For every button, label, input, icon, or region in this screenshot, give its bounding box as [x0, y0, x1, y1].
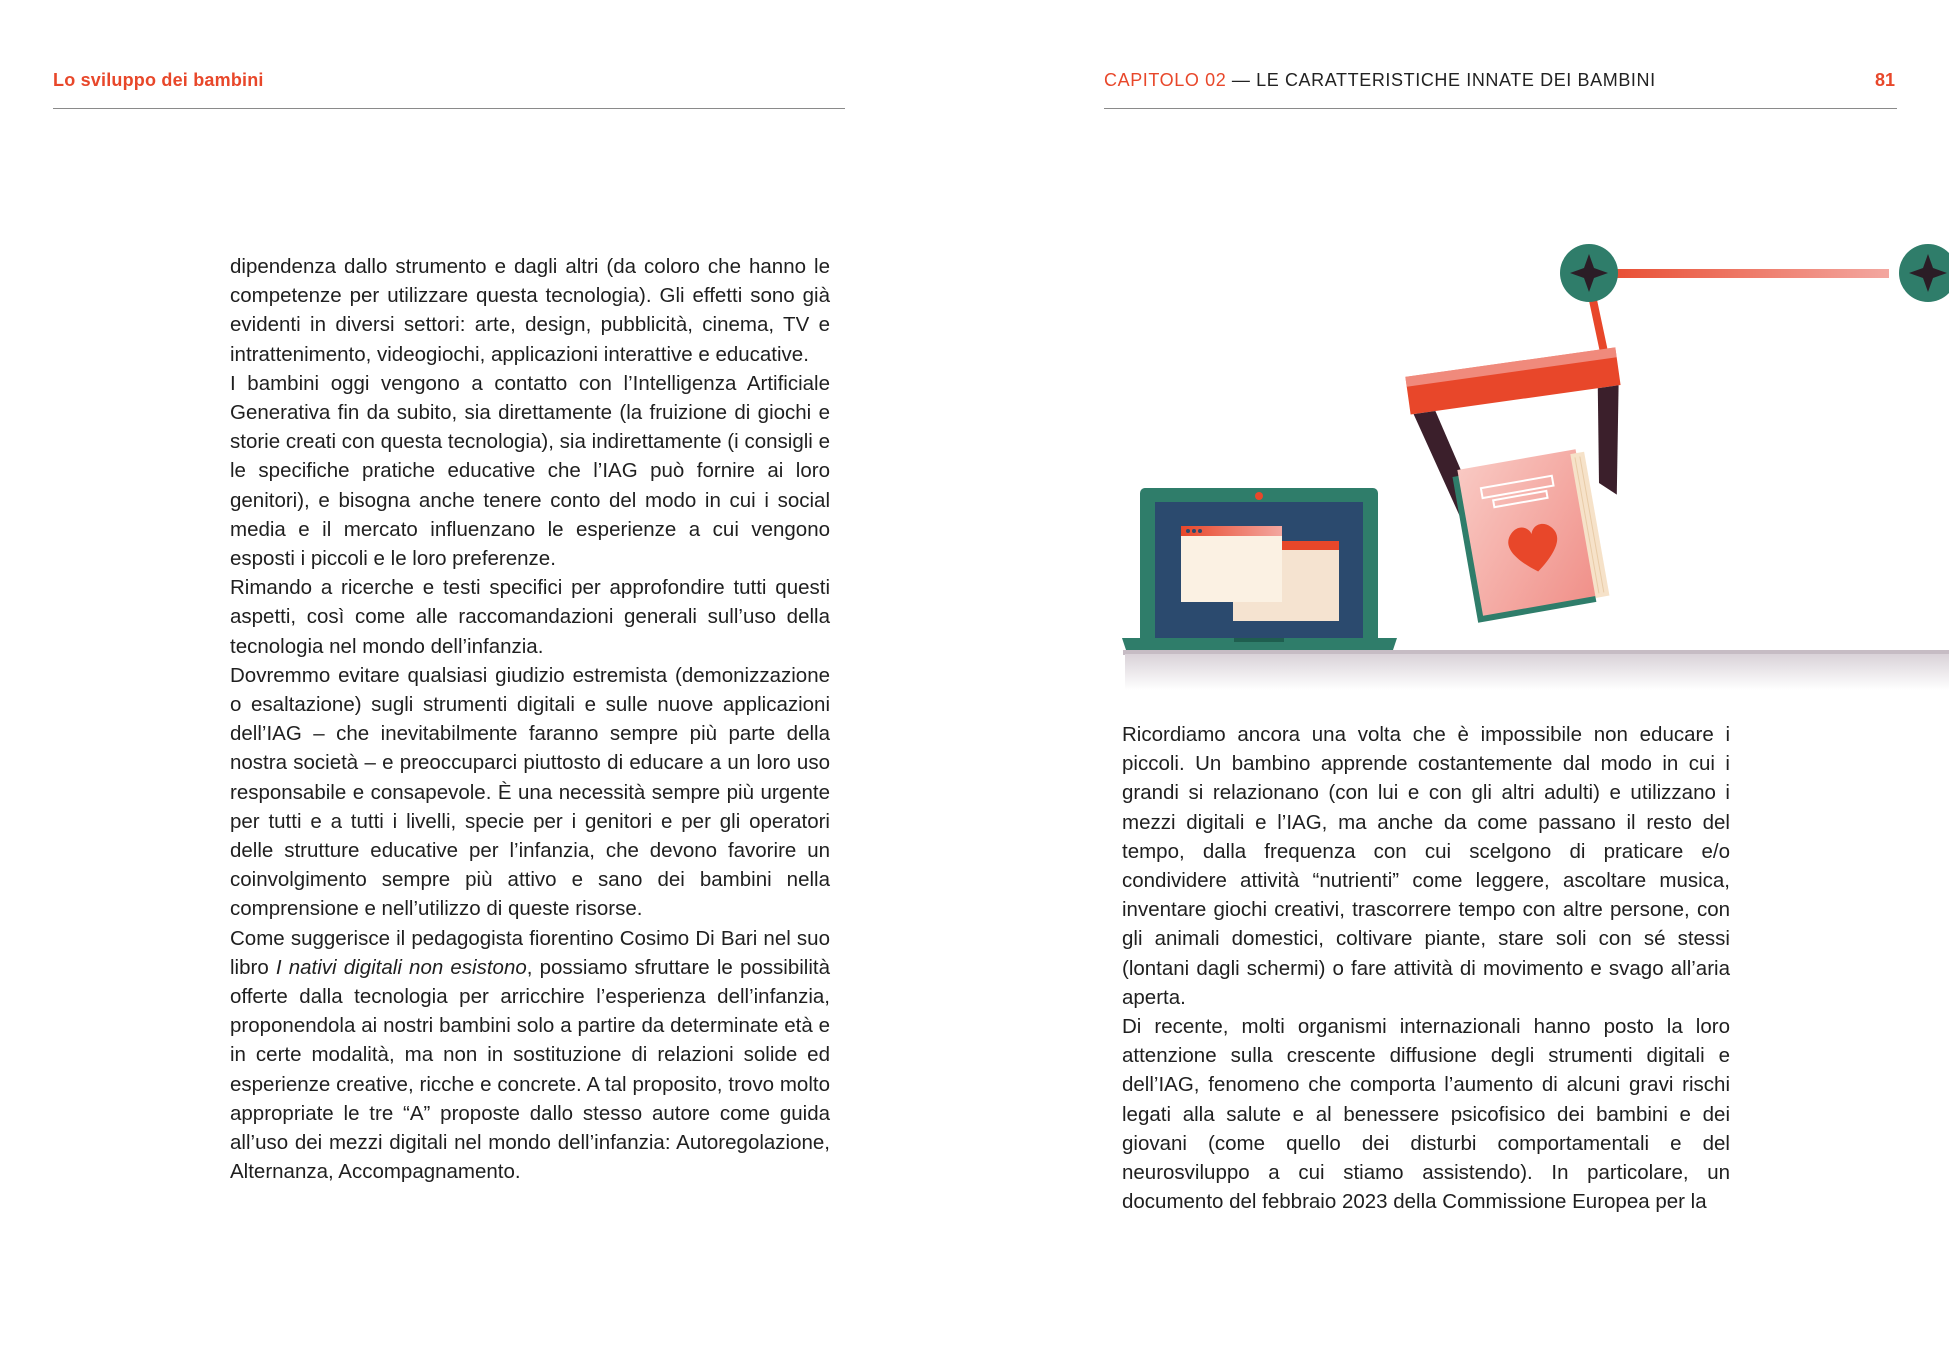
right-column-text [1122, 720, 1730, 1216]
chapter-label: CAPITOLO 02 [1104, 70, 1227, 90]
book-icon [1451, 448, 1610, 623]
text-run: , possiamo sfruttare le possibilità offerte dalla tecnologia per arricchire l’esperienza dell’infanzia, proponendola ai nostri bambini solo a partire da determinate età e in certe modalità, ma non in sostituzione di relazioni solide ed esperienze creative, ricche e concrete. A tal proposito, trovo molto appropriate le tre “A” proposte dallo stesso autore come guida all’uso dei mezzi digitali nel mondo dell’infanzia: Autoregolazione, Alternanza, Accompagnamento. [230, 955, 830, 1184]
pivot-star-icon [1899, 244, 1949, 302]
paragraph: Di recente, molti organismi internazionali hanno posto la loro attenzione sulla crescente diffusione degli strumenti digitali e dell’IAG, fenomeno che comporta l’aumento di alcuni gravi rischi legati alla salute e al benessere psicofisico dei bambini e dei giovani (come quello dei disturbi comportamentali e del neurosviluppo a cui stiamo assistendo). In particolare, un documento del febbraio 2023 della Commissione Europea per la [1122, 1015, 1730, 1214]
header-rule-left [53, 108, 845, 109]
paragraph: Ricordiamo ancora una volta che è impossibile non educare i piccoli. Un bambino apprende costantemente dal modo in cui i grandi si relazionano (con lui e con gli altri adulti) e utilizzano i mezzi digitali e l’IAG, ma anche da come passano il resto del tempo, dalla frequenza con cui scelgono di praticare e/o condividere attività “nutrienti” come leggere, ascoltare musica, inventare giochi creativi, trascorrere tempo con altre persone, con gli animali domestici, coltivare piante, stare soli con sé stessi (lontani dagli schermi) o fare attività di movimento e svago all’aria aperta. [1122, 723, 1730, 1009]
chapter-title: LE CARATTERISTICHE INNATE DEI BAMBINI [1256, 70, 1656, 90]
paragraph: dipendenza dallo strumento e dagli altri (da coloro che hanno le competenze per utilizzare questa tecnologia). Gli effetti sono già evidenti in diversi settori: arte, design, pubblicità, cinema, TV e intrattenimento, videogiochi, applicazioni interattive e educative. [230, 255, 830, 366]
paragraph: Dovremmo evitare qualsiasi giudizio estremista (demonizzazione o esaltazione) sugli strumenti digitali e sulle nuove applicazioni dell’IAG – che inevitabilmente faranno sempre più parte della nostra società – e preoccuparci piuttosto di educare a un loro uso responsabile e consapevole. È una necessità sempre più urgente per tutti e a tutti i livelli, specie per i genitori e per gli operatori delle strutture educative per l’infanzia, che devono favorire un coinvolgimento sempre più attivo e sano dei bambini nella comprensione e nell’utilizzo di queste risorse. [230, 663, 830, 921]
book-title: I nativi digitali non esistono [275, 955, 527, 979]
left-column-text [230, 252, 830, 1187]
chapter-separator: — [1226, 70, 1257, 90]
illustration [1115, 232, 1949, 692]
floor-shadow [1125, 654, 1949, 690]
page-number: 81 [1874, 70, 1895, 90]
paragraph: Rimando a ricerche e testi specifici per approfondire tutti questi aspetti, così come alle raccomandazioni generali sull’uso della tecnologia nel mondo dell’infanzia. [230, 576, 830, 658]
running-head-chapter [1104, 70, 1656, 91]
header-rule-right [1104, 108, 1897, 109]
running-head-book-title: Lo sviluppo dei bambini [53, 70, 264, 90]
paragraph: I bambini oggi vengono a contatto con l’Intelligenza Artificiale Generativa fin da subito, sia direttamente (la fruizione di giochi e storie creati con questa tecnologia), sia indirettamente (i consigli e le specifiche pratiche educative che l’IAG può fornire ai loro genitori), e bisogna anche tenere conto del modo in cui i social media e il mercato influenzano le esperienze a cui vengono esposti i piccoli e le loro preferenze. [230, 371, 830, 571]
paragraph [230, 924, 830, 1187]
text-run: Come suggerisce il pedagogista fiorentino Cosimo Di Bari nel suo libro [230, 926, 830, 979]
pivot-star-icon [1560, 244, 1618, 302]
laptop-icon [1122, 488, 1397, 650]
